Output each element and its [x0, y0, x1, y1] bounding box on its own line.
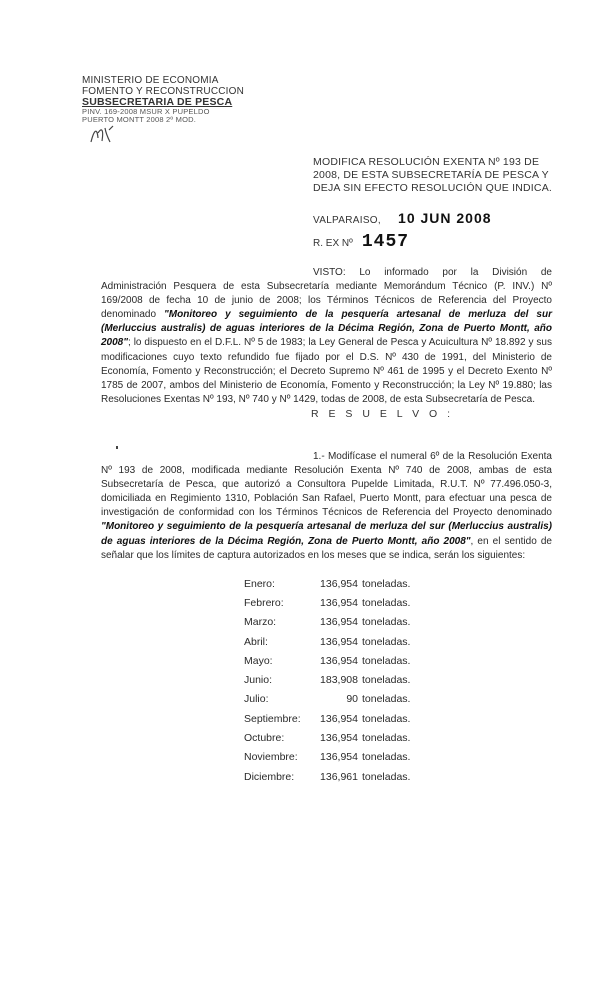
quota-unit: toneladas.: [362, 654, 411, 667]
letterhead-reference-2: PUERTO MONTT 2008 2º MOD.: [82, 115, 197, 124]
quota-unit: toneladas.: [362, 674, 411, 687]
quota-value: 136,954: [320, 712, 358, 725]
visto-project-title: "Monitoreo y seguimiento de la pesquería artesanal de merluza del sur (Merluccius australis) de aguas interiores de la Décima Región, Zona de Puerto Montt, año 2008": [101, 309, 552, 349]
quota-month: Marzo:: [244, 616, 277, 629]
quota-value: 136,961: [320, 770, 358, 783]
resolution-number-label: R. EX Nº: [313, 238, 353, 249]
date-stamp: 10 JUN 2008: [398, 210, 492, 226]
quota-row: [244, 632, 410, 651]
quota-unit: toneladas.: [362, 770, 411, 783]
quota-row: [244, 748, 410, 767]
quota-month: Enero:: [244, 577, 275, 590]
quota-month: Mayo:: [244, 654, 273, 667]
quota-value: 136,954: [320, 751, 358, 764]
resolution-point-1: [101, 450, 552, 563]
point1-text: 1.- Modifícase el numeral 6º de la Resolución Exenta Nº 193 de 2008, modificada mediante Resolución Exenta Nº 740 de 2008, ambas de esta Subsecretaría de Pesca, que autorizó a Consultora Pupelde Limitada, R.U.T. Nº 77.496.050-3, domiciliada en Regimiento 1310, Población San Rafael, Puerto Montt, para efectuar una pesca de investigación de conformidad con los Términos Técnicos de Referencia del Proyecto denominado: [101, 451, 552, 519]
letterhead-ministry-2: FOMENTO Y RECONSTRUCCION: [82, 85, 245, 97]
quota-row: [244, 709, 410, 728]
quota-value: 136,954: [320, 616, 358, 629]
quota-value: 136,954: [320, 596, 358, 609]
letterhead: [82, 76, 244, 125]
quota-row: [244, 651, 410, 670]
visto-text: VISTO: Lo informado por la División de Administración Pesquera de esta Subsecretaría mediante Memorándum Técnico (P. INV.) Nº 169/2008 de fecha 10 de junio de 2008; los Términos Técnicos de Referencia del Proyecto denominado: [101, 267, 552, 321]
resolution-number: 1457: [361, 232, 410, 252]
quota-month: Septiembre:: [244, 712, 301, 725]
margin-mark: [116, 446, 118, 449]
quota-value: 90: [346, 693, 358, 706]
resuelvo-heading: R E S U E L V O :: [311, 408, 454, 420]
quota-month: Diciembre:: [244, 770, 295, 783]
quota-month: Noviembre:: [244, 751, 298, 764]
quota-month: Junio:: [244, 674, 273, 687]
quota-row: [244, 593, 410, 612]
quota-row: [244, 690, 410, 709]
visto-text-continued: ; lo dispuesto en el D.F.L. Nº 5 de 1983; la Ley General de Pesca y Acuicultura Nº 18.892 y sus modificaciones cuyo texto refundido fue fijado por el D.S. Nº 430 de 1991, del Ministerio de Economía, Fomento y Reconstrucción; el Decreto Supremo Nº 461 de 1995 y el Decreto Exento Nº 1785 de 2007, ambos del Ministerio de Economía, Fomento y Reconstrucción; la Ley Nº 19.880; las Resoluciones Exentas Nº 193, Nº 740 y Nº 1429, todas de 2008, de esta Subsecretaría de Pesca.: [101, 337, 552, 405]
resolution-title: MODIFICA RESOLUCIÓN EXENTA Nº 193 DE 2008, DE ESTA SUBSECRETARÍA DE PESCA Y DEJA SIN EFECTO RESOLUCIÓN QUE INDICA.: [313, 156, 553, 194]
quota-row: [244, 670, 410, 689]
quota-value: 136,954: [320, 654, 358, 667]
quota-unit: toneladas.: [362, 577, 411, 590]
quota-row: [244, 574, 410, 593]
visto-paragraph: [101, 266, 552, 407]
place-label: VALPARAISO,: [313, 215, 381, 226]
quota-unit: toneladas.: [362, 596, 411, 609]
quota-month: Febrero:: [244, 596, 284, 609]
quota-row: [244, 613, 410, 632]
handwritten-initials: [88, 124, 118, 146]
quota-value: 136,954: [320, 635, 358, 648]
letterhead-reference-1: PINV. 169-2008 MSUR X PUPELDO: [82, 106, 210, 116]
quota-month: Octubre:: [244, 732, 285, 745]
quota-value: 136,954: [320, 577, 358, 590]
letterhead-subsecretaria: SUBSECRETARIA DE PESCA: [82, 96, 233, 108]
quota-value: 136,954: [320, 732, 358, 745]
date-line: [313, 210, 492, 226]
quota-table: [244, 574, 410, 786]
quota-row: [244, 728, 410, 747]
quota-month: Abril:: [244, 635, 268, 648]
quota-month: Julio:: [244, 693, 269, 706]
point1-text-continued: , en el sentido de señalar que los límites de captura autorizados en los meses que se indica, serán los siguientes:: [101, 535, 552, 561]
quota-unit: toneladas.: [362, 693, 411, 706]
quota-value: 183,908: [320, 674, 358, 687]
quota-row: [244, 767, 410, 786]
quota-unit: toneladas.: [362, 732, 411, 745]
resolution-number-line: [313, 232, 409, 252]
quota-unit: toneladas.: [362, 712, 411, 725]
point1-project-title: "Monitoreo y seguimiento de la pesquería artesanal de merluza del sur (Merluccius australis) de aguas interiores de la Décima Región, Zona de Puerto Montt, año 2008": [101, 521, 552, 547]
quota-unit: toneladas.: [362, 635, 411, 648]
quota-unit: toneladas.: [362, 616, 411, 629]
letterhead-ministry: MINISTERIO DE ECONOMIA: [82, 75, 219, 86]
quota-unit: toneladas.: [362, 751, 411, 764]
